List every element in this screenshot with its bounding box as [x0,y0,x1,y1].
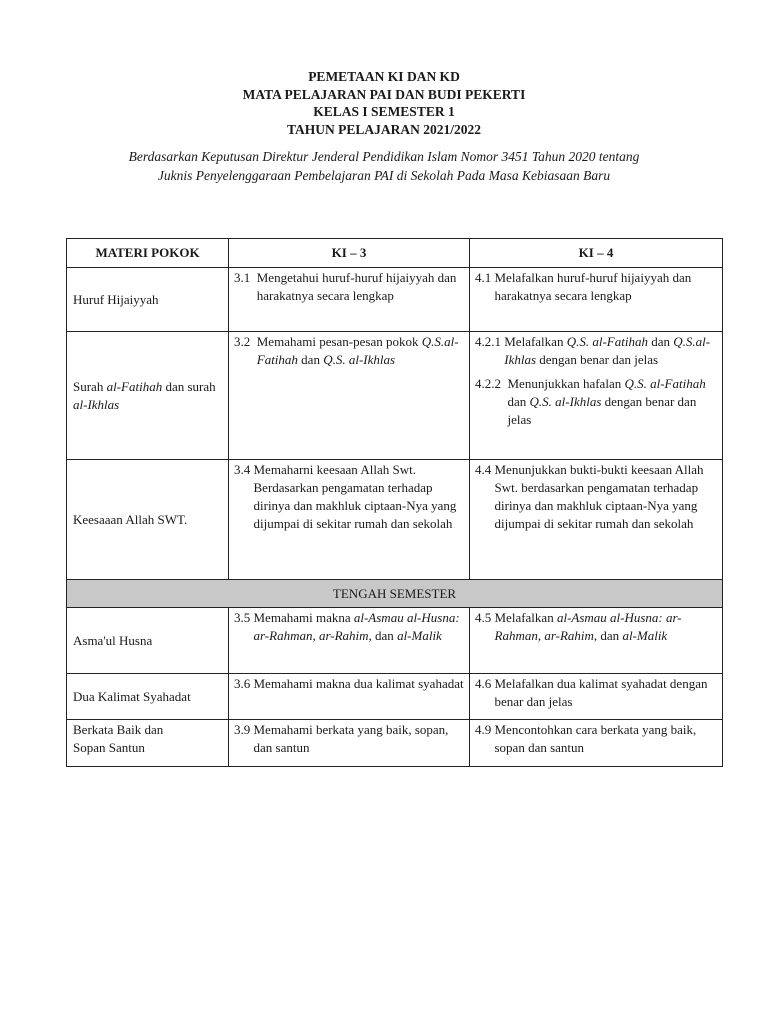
kd-number: 4.5 [475,610,495,625]
table-row [67,268,723,332]
header-materi-pokok: MATERI POKOK [67,239,229,268]
kd-text: Mengetahui huruf-huruf hijaiyyah dan harakatnya secara lengkap [256,270,457,303]
table-row [67,674,723,720]
ki3-cell [229,332,470,460]
kd-text: Mencontohkan cara berkata yang baik, sopan dan santun [494,722,697,755]
materi-cell: Keesaaan Allah SWT. [67,460,229,580]
kd-item [470,461,722,533]
ki3-cell [229,608,470,674]
kd-item [470,609,722,645]
kd-item [229,721,469,757]
ki4-cell [470,720,723,767]
kd-text: Memahami makna al-Asmau al-Husna: ar-Rahman, ar-Rahim, dan al-Malik [253,610,460,643]
kd-number: 3.5 [234,610,254,625]
kd-number: 3.6 [234,676,254,691]
kd-number: 4.1 [475,270,495,285]
materi-cell: Berkata Baik dan Sopan Santun [67,720,229,767]
kd-item [470,721,722,757]
title-line-1: PEMETAAN KI DAN KD [308,69,460,84]
ki4-cell [470,268,723,332]
kd-text: Memahami pesan-pesan pokok Q.S.al-Fatihah dan Q.S. al-Ikhlas [256,334,459,367]
materi-cell: Dua Kalimat Syahadat [67,674,229,720]
kd-text: Melafalkan Q.S. al-Fatihah dan Q.S.al-Ikhlas dengan benar dan jelas [504,334,711,367]
ki4-cell [470,674,723,720]
kd-item [229,333,469,369]
kd-number: 4.4 [475,462,495,477]
ki3-cell [229,720,470,767]
kd-text: Memahami berkata yang baik, sopan, dan santun [253,722,449,755]
ki3-cell [229,674,470,720]
kd-number: 3.4 [234,462,254,477]
kd-text: Melafalkan al-Asmau al-Husna: ar- Rahman, ar-Rahim, dan al-Malik [494,610,682,643]
kd-number: 4.2.2 [475,376,508,391]
mid-semester-row [67,580,723,608]
kd-text: Melafalkan dua kalimat syahadat dengan benar dan jelas [494,676,708,709]
title-line-2: MATA PELAJARAN PAI DAN BUDI PEKERTI [242,86,526,102]
title-line-4: TAHUN PELAJARAN 2021/2022 [286,121,481,137]
kd-text: Menunjukkan hafalan Q.S. al-Fatihah dan Q.S. al-Ikhlas dengan benar dan jelas [507,376,706,427]
ki3-cell [229,268,470,332]
ki4-cell [470,332,723,460]
kd-item [229,461,469,533]
kd-number: 4.2.1 [475,334,505,349]
kd-number: 3.2 [234,334,257,349]
kd-item [470,375,722,429]
kd-text: Melafalkan huruf-huruf hijaiyyah dan harakatnya secara lengkap [494,270,692,303]
header-ki-3: KI – 3 [229,239,470,268]
table-row [67,720,723,767]
kd-item [470,269,722,305]
table-row [67,332,723,460]
kd-item [229,609,469,645]
table-header-row [67,239,723,268]
subtitle-line-1: Berdasarkan Keputusan Direktur Jenderal Pendidikan Islam Nomor 3451 Tahun 2020 tentang [128,149,640,164]
title-line-3: KELAS I SEMESTER 1 [313,104,455,119]
kd-item [470,675,722,711]
ki4-cell [470,460,723,580]
materi-cell: Surah al-Fatihah dan surah al-Ikhlas [67,332,229,460]
subtitle-line-2: Juknis Penyelenggaraan Pembelajaran PAI di Sekolah Pada Masa Kebiasaan Baru [157,168,611,183]
document-subtitle [60,147,708,185]
table-row [67,460,723,580]
kd-number: 3.1 [234,270,257,285]
kd-item [229,269,469,305]
table-row [67,608,723,674]
kd-text: Memahami makna dua kalimat syahadat [253,676,464,691]
materi-cell: Huruf Hijaiyyah [67,268,229,332]
kd-text: Memaharni keesaan Allah Swt. Berdasarkan pengamatan terhadap dirinya dan makhluk ciptaan-Nya yang dijumpai di sekitar rumah dan sekolah [253,462,457,531]
header-ki-4: KI – 4 [470,239,723,268]
mapping-table [66,238,723,767]
kd-number: 4.6 [475,676,495,691]
kd-item [470,333,722,369]
document-title-block [0,68,768,138]
materi-cell: Asma'ul Husna [67,608,229,674]
ki4-cell [470,608,723,674]
kd-number: 3.9 [234,722,254,737]
kd-item [229,675,469,693]
ki3-cell [229,460,470,580]
mid-semester-label: TENGAH SEMESTER [67,580,723,608]
kd-number: 4.9 [475,722,495,737]
kd-text: Menunjukkan bukti-bukti keesaan Allah Swt. berdasarkan pengamatan terhadap dirinya dan makhluk ciptaan-Nya yang dijumpai di sekitar rumah dan sekolah [494,462,704,531]
